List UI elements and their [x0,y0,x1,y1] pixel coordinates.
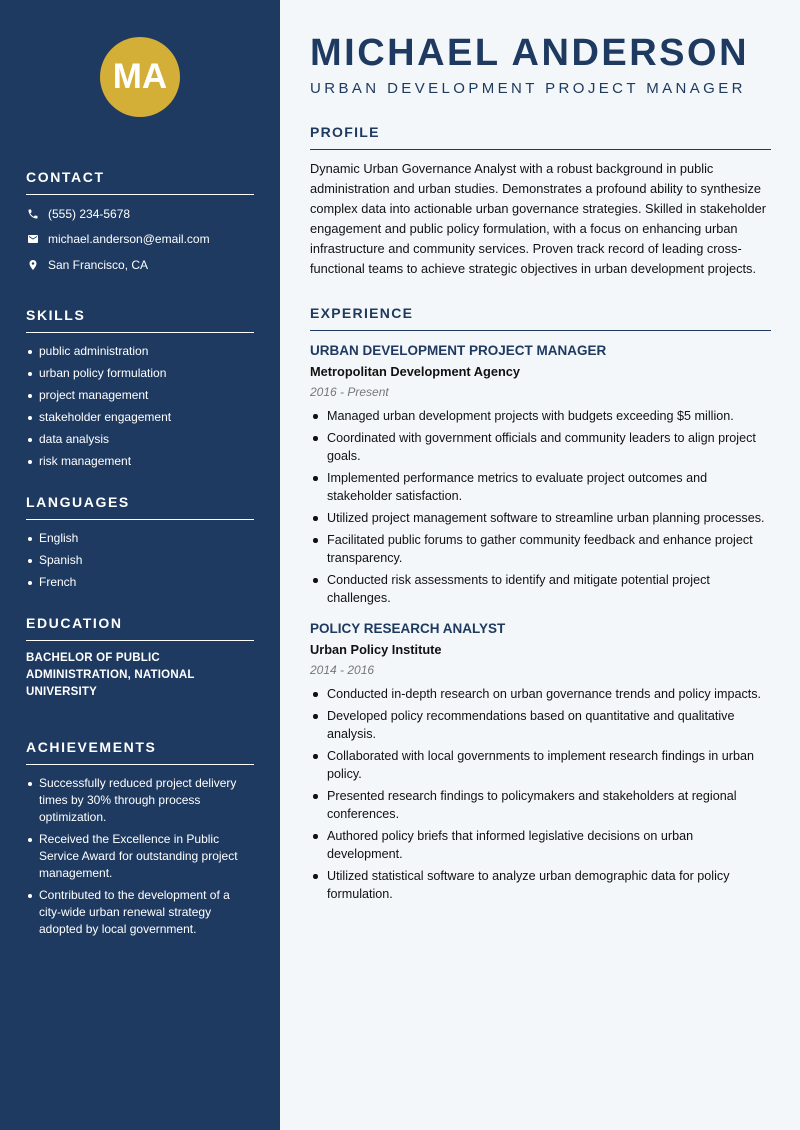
list-item: Conducted in-depth research on urban governance trends and policy impacts. [310,685,771,703]
languages-list [26,530,254,591]
profile-heading: PROFILE [310,124,771,150]
languages-heading: LANGUAGES [26,494,254,520]
contact-phone-text: (555) 234-5678 [48,206,131,221]
main-content [280,0,800,1130]
list-item: Implemented performance metrics to evaluate project outcomes and stakeholder satisfaction. [310,469,771,505]
job-company: Metropolitan Development Agency [310,364,520,379]
candidate-name: MICHAEL ANDERSON [310,32,750,74]
location-pin-icon [26,258,40,272]
education-degree: BACHELOR OF PUBLIC ADMINISTRATION, NATIONAL UNIVERSITY [26,651,195,698]
list-item: English [26,530,254,547]
list-item: Managed urban development projects with budgets exceeding $5 million. [310,407,771,425]
job-company: Urban Policy Institute [310,642,442,657]
list-item: Conducted risk assessments to identify and mitigate potential project challenges. [310,571,771,607]
skills-section [26,307,254,470]
profile-section [310,124,771,279]
profile-text: Dynamic Urban Governance Analyst with a robust background in public administration and urban studies. Demonstrates a profound ability to synthesize complex data into actionable urban governance strategies. Skilled in stakeholder engagement and public policy formulation, with a focus on enhancing urban infrastructure and community services. Proven track record of leading cross-functional teams to achieve strategic objectives in urban development projects. [310,161,766,276]
contact-phone [26,201,254,227]
avatar: MA [100,37,180,117]
list-item: public administration [26,343,254,360]
list-item: risk management [26,453,254,470]
contact-email-text: michael.anderson@email.com [48,232,210,247]
list-item: Developed policy recommendations based on quantitative and qualitative analysis. [310,707,771,743]
list-item: Authored policy briefs that informed legislative decisions on urban development. [310,827,771,863]
list-item: stakeholder engagement [26,409,254,426]
email-icon [26,232,40,246]
list-item: project management [26,387,254,404]
job-role: POLICY RESEARCH ANALYST [310,621,506,636]
languages-section [26,494,254,591]
skills-heading: SKILLS [26,307,254,333]
list-item: Successfully reduced project delivery times by 30% through process optimization. [26,775,254,826]
job-bullets [310,407,771,607]
contact-section [26,169,254,278]
job-entry [310,343,771,607]
contact-heading: CONTACT [26,169,254,195]
job-bullets [310,685,771,903]
skills-list [26,343,254,470]
contact-location-text: San Francisco, CA [48,257,149,272]
contact-email [26,227,254,253]
job-entry [310,621,771,903]
list-item: Facilitated public forums to gather community feedback and enhance project transparency. [310,531,771,567]
experience-heading: EXPERIENCE [310,305,771,331]
sidebar [0,0,280,1130]
list-item: Collaborated with local governments to implement research findings in urban policy. [310,747,771,783]
phone-icon [26,207,40,221]
list-item: Coordinated with government officials and community leaders to align project goals. [310,429,771,465]
experience-section [310,305,771,903]
list-item: Utilized project management software to streamline urban planning processes. [310,509,771,527]
job-dates: 2014 - 2016 [310,663,375,677]
job-role: URBAN DEVELOPMENT PROJECT MANAGER [310,343,607,358]
list-item: data analysis [26,431,254,448]
list-item: Contributed to the development of a city-wide urban renewal strategy adopted by local government. [26,887,254,938]
education-heading: EDUCATION [26,615,254,641]
achievements-section [26,739,254,938]
list-item: French [26,574,254,591]
achievements-list [26,775,254,938]
list-item: Spanish [26,552,254,569]
list-item: Presented research findings to policymakers and stakeholders at regional conferences. [310,787,771,823]
job-dates: 2016 - Present [310,385,389,399]
list-item: Received the Excellence in Public Service Award for outstanding project management. [26,831,254,882]
education-section [26,615,254,701]
candidate-title: URBAN DEVELOPMENT PROJECT MANAGER [310,80,746,97]
list-item: Utilized statistical software to analyze urban demographic data for policy formulation. [310,867,771,903]
achievements-heading: ACHIEVEMENTS [26,739,254,765]
list-item: urban policy formulation [26,365,254,382]
contact-location [26,252,254,278]
